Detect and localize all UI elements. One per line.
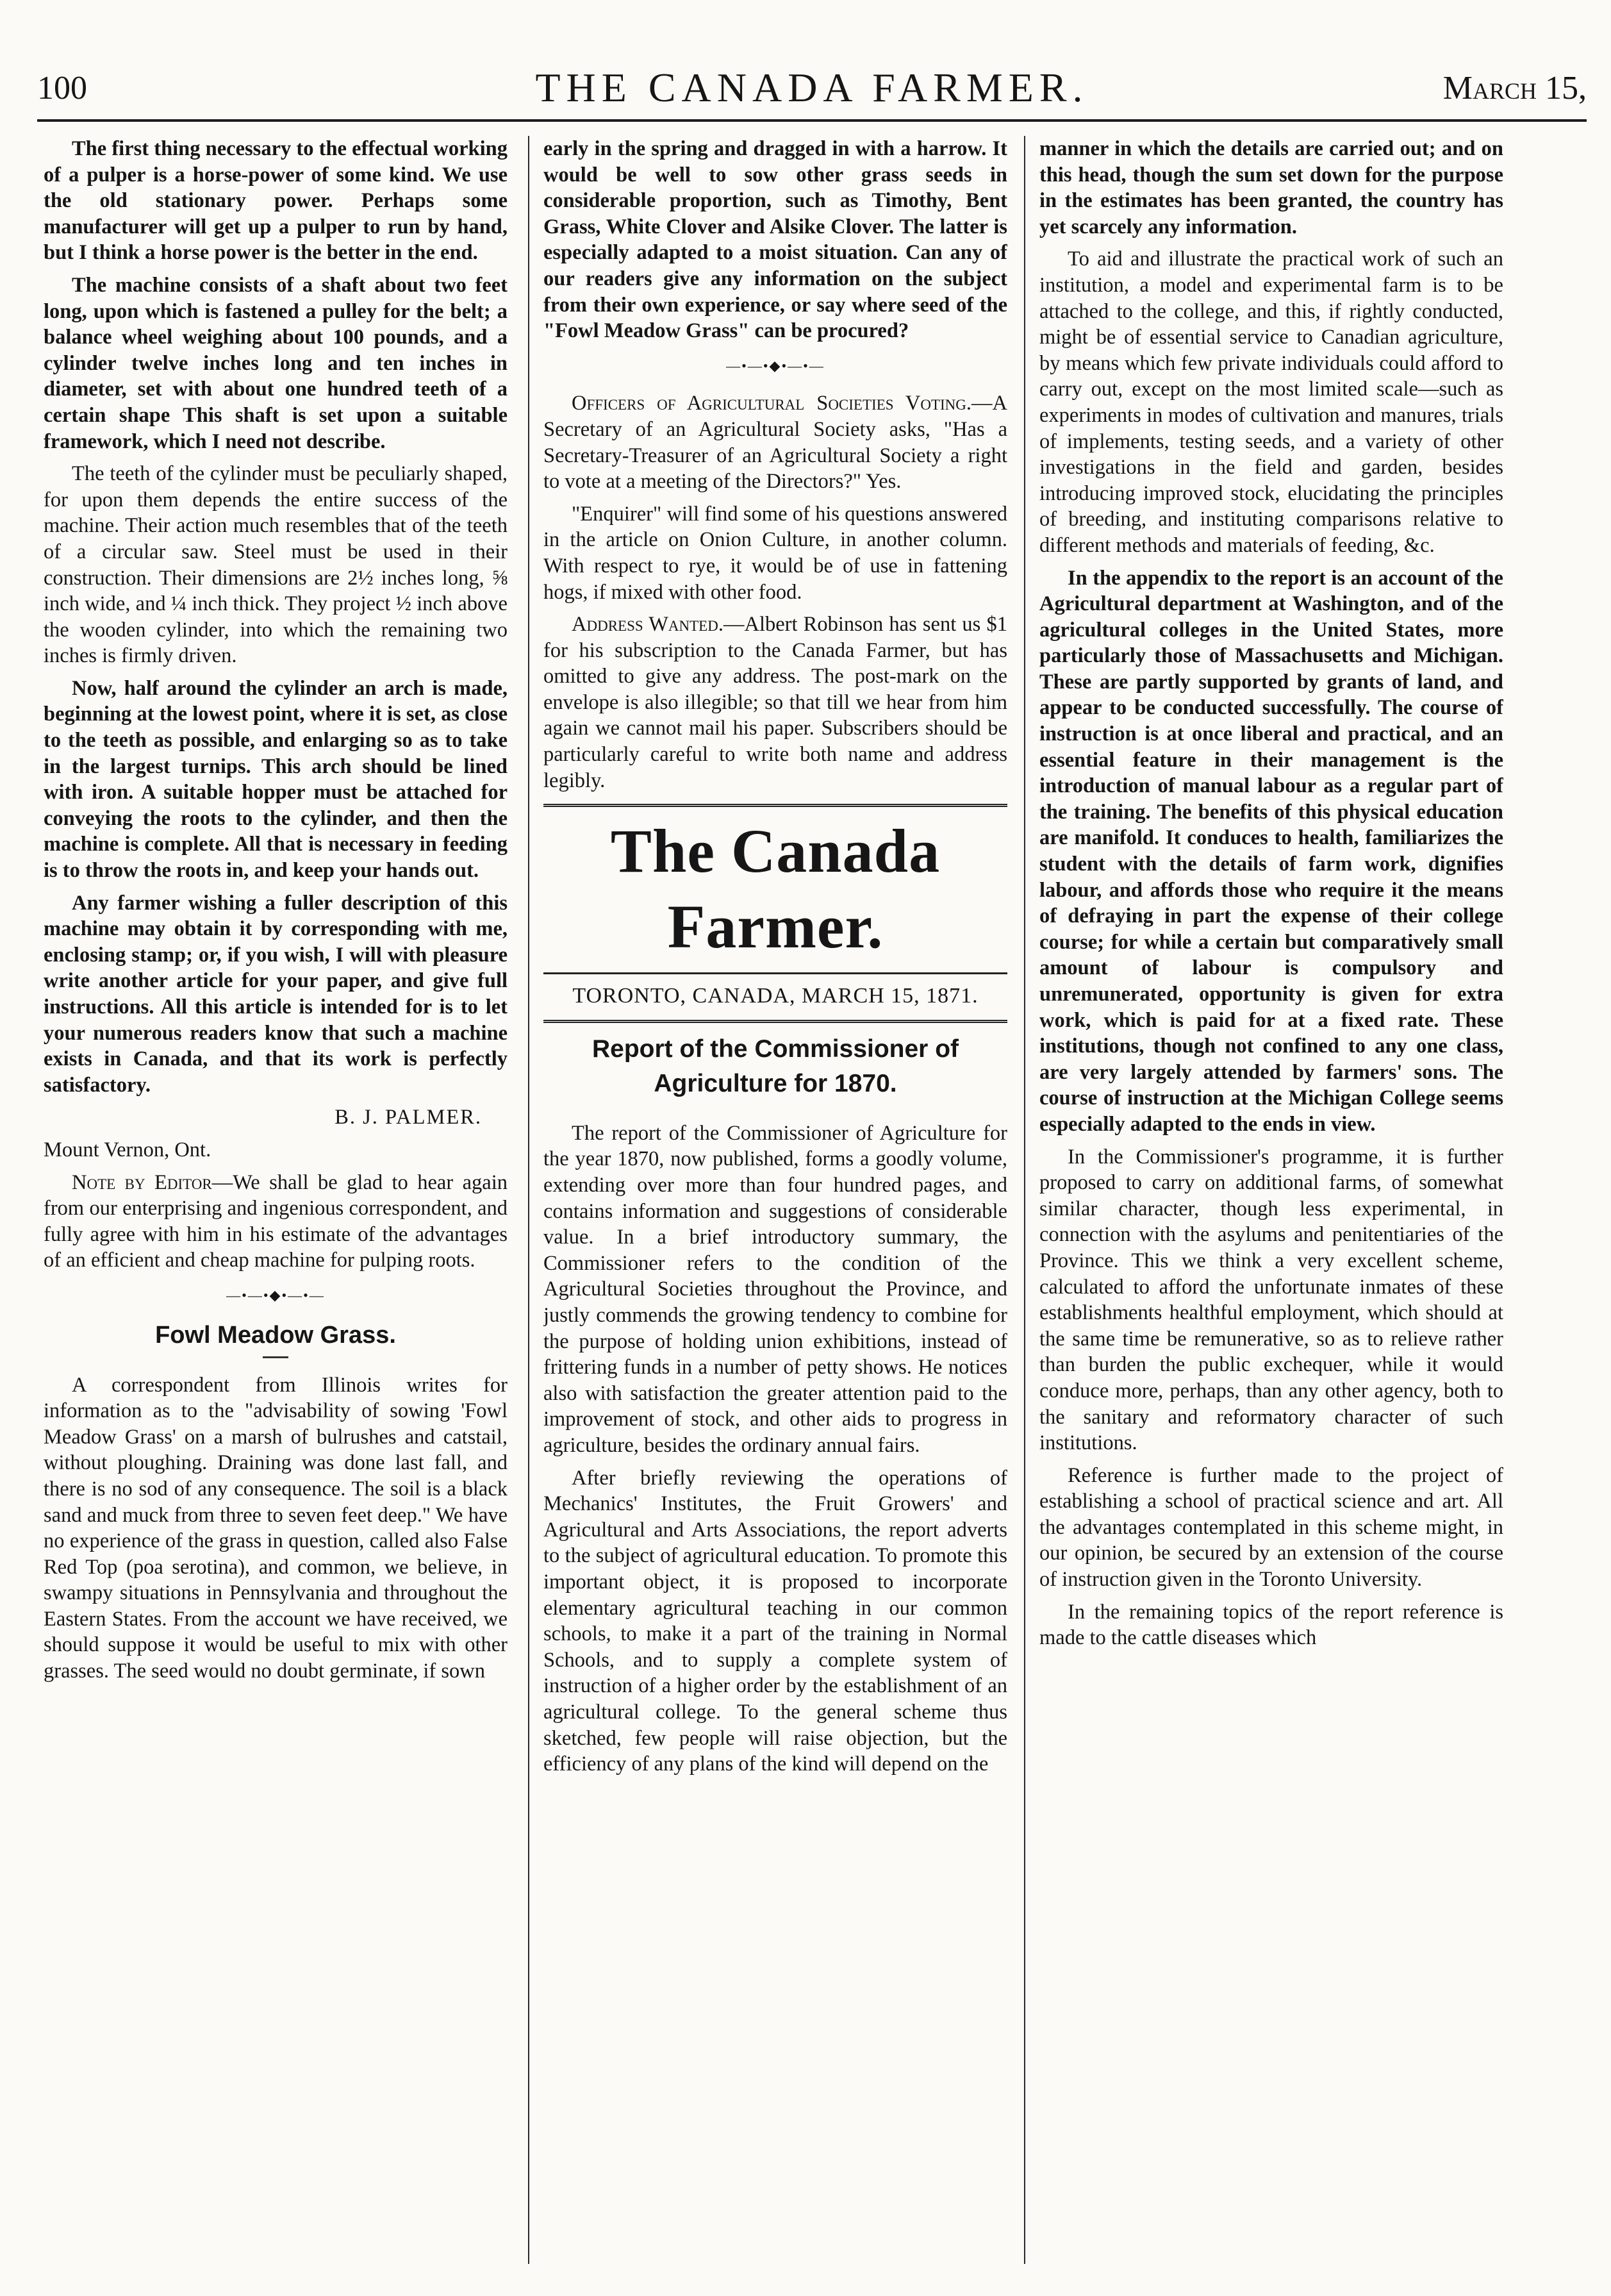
column-1 <box>44 136 508 2277</box>
ornament-divider: —•—•◆•—•— <box>226 1286 325 1303</box>
editor-note-body: —We shall be glad to hear again from our enterprising and ingenious correspondent, and fully agree with him in his estimate of the advantages of an efficient and cheap machine for pulping roots. <box>44 1170 508 1272</box>
article-heading: Report of the Commissioner of Agriculture for 1870. <box>591 1035 959 1097</box>
officers-item-body: —A Secretary of an Agricultural Society asks, "Has a Secretary-Treasurer of an Agricultural Society a right to vote at a meeting of the Directors?" Yes. <box>543 392 1007 494</box>
paragraph: In the remaining topics of the report reference is made to the cattle diseases which <box>1039 1600 1503 1650</box>
paragraph: In the appendix to the report is an account of the Agricultural department at Washington, and of the agricultural colleges in the United States, more particularly those of Massachusetts and Michigan. These are partly supported by grants of land, and appear to be conducted successfully. The course of instruction is at once liberal and practical, and an essential feature in their management is the introduction of manual labour as a regular part of the training. The benefits of this physical education are manifold. It conduces to health, familiarizes the student with the details of farm work, dignifies labour, and affords those who require it the means of defraying in part the expense of their college course; for while a certain but comparatively small amount of labour is compulsory and unremunerated, opportunity is given for extra work, which is paid for at a fixed rate. These institutions, though not confined to any one class, are very largely attended by farmers' sons. The course of instruction at the Michigan College seems especially adapted to the ends in view. <box>1039 566 1503 1136</box>
paragraph: The machine consists of a shaft about two feet long, upon which is fastened a pulley for the belt; a balance wheel weighing about 100 pounds, and a cylinder twelve inches long and ten inches in diameter, set with about one hundred teeth of a certain shape This shaft is set upon a suitable framework, which I need not describe. <box>44 273 508 453</box>
ornament-divider: —•—•◆•—•— <box>726 357 825 374</box>
paragraph: Any farmer wishing a fuller description of this machine may obtain it by corresponding with me, enclosing stamp; or, if you wish, I will with pleasure write another article for your paper, and give full instructions. All this article is intended for is to let your numerous readers know that such a machine exists in Canada, and that its work is perfectly satisfactory. <box>44 891 508 1097</box>
column-3 <box>1039 136 1503 2277</box>
header-date: March 15, <box>1442 70 1587 106</box>
column-rule-2 <box>1024 136 1025 2264</box>
page-header <box>37 62 1587 122</box>
signature: B. J. PALMER. <box>335 1106 482 1129</box>
address-item <box>543 611 1007 794</box>
editor-note <box>44 1170 508 1274</box>
address-item-label: Address Wanted. <box>572 613 723 636</box>
page-number: 100 <box>37 70 87 106</box>
paragraph: The first thing necessary to the effectual working of a pulper is a horse-power of some kind. We use the old stationary power. Perhaps some manufacturer will get up a pulper to run by hand, but I think a horse power is the better in the end. <box>44 137 508 265</box>
paragraph: To aid and illustrate the practical work of such an institution, a model and experimental farm is to be attached to the college, and this, if rightly conducted, might be of essential service to Canadian agriculture, by means which few private individuals could afford to carry out, except on the most limited scale—such as experiments in modes of cultivation and manures, trials of implements, testing seeds, and a variety of other investigations in the field and garden, besides introducing improved stock, elucidating the principles of breeding, and instituting comparisons relative to different methods and materials of feeding, &c. <box>1039 247 1503 557</box>
column-2 <box>543 136 1007 2277</box>
officers-item-label: Officers of Agricultural Societies Voting. <box>572 392 972 415</box>
officers-item <box>543 390 1007 494</box>
paragraph: manner in which the details are carried out; and on this head, though the sum set down for the purpose in the estimates has been granted, the country has yet scarcely any information. <box>1039 137 1503 238</box>
paragraph: Now, half around the cylinder an arch is made, beginning at the lowest point, where it is set, as close to the teeth as possible, and enlarging so as to take in the largest turnips. This arch should be lined with iron. A suitable hopper must be attached for conveying the roots to the cylinder, and then the machine is complete. All that is necessary in feeding is to throw the roots in, and keep your hands out. <box>44 676 508 883</box>
place: Mount Vernon, Ont. <box>44 1138 211 1161</box>
paragraph: A correspondent from Illinois writes for information as to the "advisability of sowing 'Fowl Meadow Grass' on a marsh of bulrushes and catstail, without ploughing. Draining was done last fall, and there is no sod of any consequence. The soil is a black sand and muck from three to seven feet deep." We have no experience of the grass in question, called also False Red Top (poa serotina), and common, we believe, in swampy situations in Pennsylvania and throughout the Eastern States. From the account we have received, we should suppose it would be useful to mix with other grasses. The seed would no doubt germinate, if sown <box>44 1373 508 1683</box>
short-rule <box>263 1356 288 1358</box>
paragraph: Reference is further made to the project of establishing a school of practical science and art. All the advantages contemplated in this scheme might, in our opinion, be secured by an extension of the course of instruction given in the Toronto University. <box>1039 1463 1503 1592</box>
editor-note-label: Note by Editor <box>72 1170 212 1194</box>
column-rule-1 <box>528 136 529 2264</box>
paragraph: The teeth of the cylinder must be peculiarly shaped, for upon them depends the entire success of the machine. Their action much resembles that of the teeth of a circular saw. Steel must be used in their construction. Their dimensions are 2½ inches long, ⅝ inch wide, and ¼ inch thick. They project ½ inch above the wooden cylinder, into which the remaining two inches is firmly driven. <box>44 462 508 668</box>
paragraph: The report of the Commissioner of Agriculture for the year 1870, now published, forms a goodly volume, extending over more than four hundred pages, and contains information and suggestions of considerable value. In a brief introductory summary, the Commissioner refers to the condition of the Agricultural Societies throughout the Province, and justly commends the growing tendency to combine for the purpose of holding union exhibitions, instead of frittering funds in a number of petty shows. He notices also with satisfaction the greater attention paid to the improvement of stock, and other aids to progress in agriculture, besides the ordinary annual fairs. <box>543 1121 1007 1457</box>
masthead-date: TORONTO, CANADA, MARCH 15, 1871. <box>543 974 1007 1023</box>
masthead: The Canada Farmer. <box>543 804 1007 974</box>
paragraph: "Enquirer" will find some of his questions answered in the article on Onion Culture, in another column. With respect to rye, it would be of use in fattening hogs, if mixed with other food. <box>543 502 1007 604</box>
address-item-body: —Albert Robinson has sent us $1 for his subscription to the Canada Farmer, but has omitted to give any address. The post-mark on the envelope is also illegible; so that till we hear from him again we cannot mail his paper. Subscribers should be particularly careful to write both name and address legibly. <box>543 613 1007 792</box>
paragraph: early in the spring and dragged in with a harrow. It would be well to sow other grass seeds in considerable proportion, such as Timothy, Bent Grass, White Clover and Alsike Clover. The latter is especially adapted to a moist situation. Can any of our readers give any information on the subject from their own experience, or say where seed of the "Fowl Meadow Grass" can be procured? <box>543 137 1007 343</box>
paragraph: After briefly reviewing the operations of Mechanics' Institutes, the Fruit Growers' and Agricultural and Arts Associations, the report adverts to the subject of agricultural education. To promote this important object, it is proposed to incorporate elementary agricultural teaching in our common schools, to make it a part of the training in Normal Schools, and to supply a complete system of instruction of a higher order by the establishment of an agricultural college. To the general scheme thus sketched, few people will raise objection, but the efficiency of any plans of the kind will depend on the <box>543 1466 1007 1776</box>
article-heading: Fowl Meadow Grass. <box>155 1321 396 1349</box>
paragraph: In the Commissioner's programme, it is further proposed to carry on additional farms, of somewhat similar character, though less experimental, in connection with the asylums and penitentiaries of the Province. This we think a very excellent scheme, calculated to afford the unfortunate inmates of these establishments healthful employment, which should at the same time be remunerative, so as to relieve rather than burden the public exchequer, while it would conduce more, perhaps, than any other agency, both to the sanitary and reformatory character of such institutions. <box>1039 1145 1503 1455</box>
running-title: THE CANADA FARMER. <box>535 65 1089 110</box>
